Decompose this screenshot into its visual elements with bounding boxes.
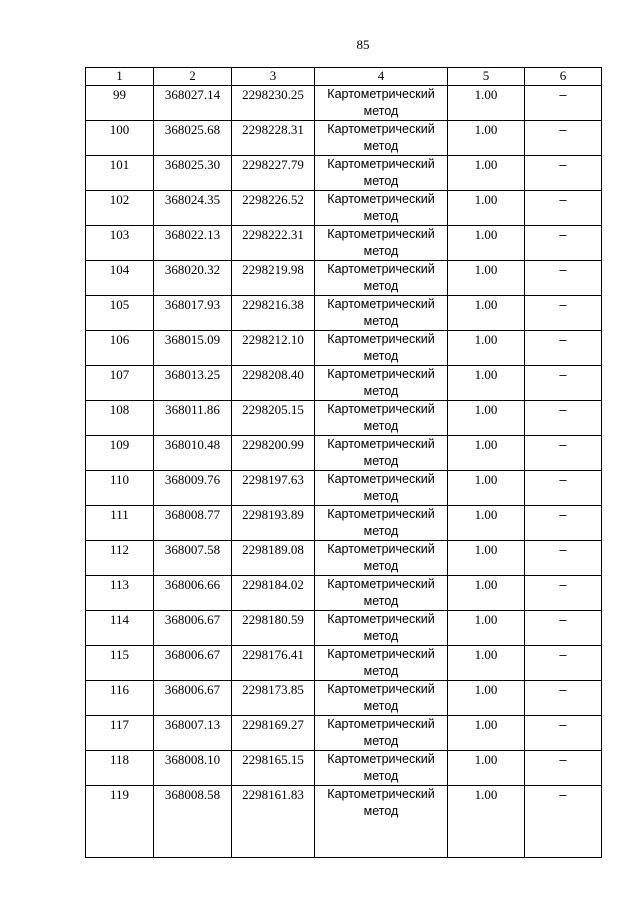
table-row xyxy=(86,611,602,646)
x-coordinate-cell: 368020.32 xyxy=(154,261,232,296)
point-number-cell: 104 xyxy=(86,261,154,296)
x-coordinate-cell: 368008.58 xyxy=(154,786,232,858)
method-cell: Картометрический метод xyxy=(315,296,448,331)
accuracy-cell: 1.00 xyxy=(448,786,525,858)
x-coordinate-cell: 368017.93 xyxy=(154,296,232,331)
table-row xyxy=(86,121,602,156)
note-cell: – xyxy=(525,751,602,786)
table-row xyxy=(86,646,602,681)
table-row xyxy=(86,261,602,296)
table-row xyxy=(86,191,602,226)
point-number-cell: 112 xyxy=(86,541,154,576)
accuracy-cell: 1.00 xyxy=(448,541,525,576)
x-coordinate-cell: 368015.09 xyxy=(154,331,232,366)
point-number-cell: 116 xyxy=(86,681,154,716)
point-number-cell: 101 xyxy=(86,156,154,191)
y-coordinate-cell: 2298230.25 xyxy=(232,86,315,121)
point-number-cell: 109 xyxy=(86,436,154,471)
note-cell: – xyxy=(525,576,602,611)
y-coordinate-cell: 2298169.27 xyxy=(232,716,315,751)
point-number-cell: 99 xyxy=(86,86,154,121)
table-header-row xyxy=(86,68,602,86)
x-coordinate-cell: 368013.25 xyxy=(154,366,232,401)
method-cell: Картометрический метод xyxy=(315,471,448,506)
x-coordinate-cell: 368006.67 xyxy=(154,681,232,716)
accuracy-cell: 1.00 xyxy=(448,751,525,786)
table-row xyxy=(86,436,602,471)
method-cell: Картометрический метод xyxy=(315,576,448,611)
y-coordinate-cell: 2298189.08 xyxy=(232,541,315,576)
page-number: 85 xyxy=(356,37,370,52)
note-cell: – xyxy=(525,401,602,436)
x-coordinate-cell: 368009.76 xyxy=(154,471,232,506)
note-cell: – xyxy=(525,471,602,506)
table-row xyxy=(86,156,602,191)
method-cell: Картометрический метод xyxy=(315,716,448,751)
x-coordinate-cell: 368024.35 xyxy=(154,191,232,226)
point-number-cell: 111 xyxy=(86,506,154,541)
accuracy-cell: 1.00 xyxy=(448,611,525,646)
x-coordinate-cell: 368008.10 xyxy=(154,751,232,786)
accuracy-cell: 1.00 xyxy=(448,436,525,471)
y-coordinate-cell: 2298173.85 xyxy=(232,681,315,716)
table-body xyxy=(86,86,602,858)
method-cell: Картометрический метод xyxy=(315,331,448,366)
x-coordinate-cell: 368027.14 xyxy=(154,86,232,121)
y-coordinate-cell: 2298180.59 xyxy=(232,611,315,646)
note-cell: – xyxy=(525,331,602,366)
y-coordinate-cell: 2298176.41 xyxy=(232,646,315,681)
table-row xyxy=(86,716,602,751)
accuracy-cell: 1.00 xyxy=(448,86,525,121)
accuracy-cell: 1.00 xyxy=(448,226,525,261)
y-coordinate-cell: 2298226.52 xyxy=(232,191,315,226)
note-cell: – xyxy=(525,86,602,121)
accuracy-cell: 1.00 xyxy=(448,366,525,401)
point-number-cell: 108 xyxy=(86,401,154,436)
coordinates-table xyxy=(85,67,602,858)
point-number-cell: 114 xyxy=(86,611,154,646)
note-cell: – xyxy=(525,261,602,296)
method-cell: Картометрический метод xyxy=(315,436,448,471)
method-cell: Картометрический метод xyxy=(315,401,448,436)
x-coordinate-cell: 368025.68 xyxy=(154,121,232,156)
point-number-cell: 118 xyxy=(86,751,154,786)
note-cell: – xyxy=(525,786,602,858)
note-cell: – xyxy=(525,366,602,401)
accuracy-cell: 1.00 xyxy=(448,296,525,331)
note-cell: – xyxy=(525,611,602,646)
method-cell: Картометрический метод xyxy=(315,611,448,646)
table-row xyxy=(86,366,602,401)
point-number-cell: 103 xyxy=(86,226,154,261)
method-cell: Картометрический метод xyxy=(315,191,448,226)
accuracy-cell: 1.00 xyxy=(448,646,525,681)
table-row xyxy=(86,226,602,261)
point-number-cell: 107 xyxy=(86,366,154,401)
y-coordinate-cell: 2298208.40 xyxy=(232,366,315,401)
table-row xyxy=(86,506,602,541)
point-number-cell: 113 xyxy=(86,576,154,611)
accuracy-cell: 1.00 xyxy=(448,401,525,436)
y-coordinate-cell: 2298227.79 xyxy=(232,156,315,191)
x-coordinate-cell: 368011.86 xyxy=(154,401,232,436)
column-header-2: 2 xyxy=(154,68,232,86)
column-header-5: 5 xyxy=(448,68,525,86)
x-coordinate-cell: 368006.66 xyxy=(154,576,232,611)
method-cell: Картометрический метод xyxy=(315,226,448,261)
column-header-6: 6 xyxy=(525,68,602,86)
accuracy-cell: 1.00 xyxy=(448,261,525,296)
accuracy-cell: 1.00 xyxy=(448,191,525,226)
point-number-cell: 106 xyxy=(86,331,154,366)
table-row xyxy=(86,786,602,858)
point-number-cell: 115 xyxy=(86,646,154,681)
point-number-cell: 102 xyxy=(86,191,154,226)
y-coordinate-cell: 2298222.31 xyxy=(232,226,315,261)
note-cell: – xyxy=(525,191,602,226)
column-header-4: 4 xyxy=(315,68,448,86)
x-coordinate-cell: 368007.13 xyxy=(154,716,232,751)
y-coordinate-cell: 2298228.31 xyxy=(232,121,315,156)
method-cell: Картометрический метод xyxy=(315,506,448,541)
accuracy-cell: 1.00 xyxy=(448,156,525,191)
method-cell: Картометрический метод xyxy=(315,366,448,401)
column-header-3: 3 xyxy=(232,68,315,86)
x-coordinate-cell: 368006.67 xyxy=(154,646,232,681)
table-row xyxy=(86,471,602,506)
method-cell: Картометрический метод xyxy=(315,681,448,716)
point-number-cell: 117 xyxy=(86,716,154,751)
column-header-1: 1 xyxy=(86,68,154,86)
table-row xyxy=(86,296,602,331)
method-cell: Картометрический метод xyxy=(315,786,448,858)
x-coordinate-cell: 368008.77 xyxy=(154,506,232,541)
point-number-cell: 110 xyxy=(86,471,154,506)
table-row xyxy=(86,541,602,576)
note-cell: – xyxy=(525,156,602,191)
x-coordinate-cell: 368022.13 xyxy=(154,226,232,261)
x-coordinate-cell: 368006.67 xyxy=(154,611,232,646)
x-coordinate-cell: 368010.48 xyxy=(154,436,232,471)
method-cell: Картометрический метод xyxy=(315,751,448,786)
method-cell: Картометрический метод xyxy=(315,261,448,296)
point-number-cell: 119 xyxy=(86,786,154,858)
y-coordinate-cell: 2298200.99 xyxy=(232,436,315,471)
note-cell: – xyxy=(525,436,602,471)
y-coordinate-cell: 2298193.89 xyxy=(232,506,315,541)
table-row xyxy=(86,576,602,611)
y-coordinate-cell: 2298212.10 xyxy=(232,331,315,366)
note-cell: – xyxy=(525,121,602,156)
y-coordinate-cell: 2298216.38 xyxy=(232,296,315,331)
point-number-cell: 105 xyxy=(86,296,154,331)
accuracy-cell: 1.00 xyxy=(448,681,525,716)
method-cell: Картометрический метод xyxy=(315,121,448,156)
note-cell: – xyxy=(525,506,602,541)
y-coordinate-cell: 2298165.15 xyxy=(232,751,315,786)
method-cell: Картометрический метод xyxy=(315,541,448,576)
note-cell: – xyxy=(525,681,602,716)
note-cell: – xyxy=(525,541,602,576)
y-coordinate-cell: 2298197.63 xyxy=(232,471,315,506)
note-cell: – xyxy=(525,296,602,331)
method-cell: Картометрический метод xyxy=(315,86,448,121)
x-coordinate-cell: 368007.58 xyxy=(154,541,232,576)
table-row xyxy=(86,86,602,121)
y-coordinate-cell: 2298161.83 xyxy=(232,786,315,858)
table-row xyxy=(86,751,602,786)
accuracy-cell: 1.00 xyxy=(448,471,525,506)
accuracy-cell: 1.00 xyxy=(448,121,525,156)
point-number-cell: 100 xyxy=(86,121,154,156)
accuracy-cell: 1.00 xyxy=(448,331,525,366)
x-coordinate-cell: 368025.30 xyxy=(154,156,232,191)
accuracy-cell: 1.00 xyxy=(448,576,525,611)
table-row xyxy=(86,681,602,716)
note-cell: – xyxy=(525,646,602,681)
method-cell: Картометрический метод xyxy=(315,156,448,191)
accuracy-cell: 1.00 xyxy=(448,506,525,541)
method-cell: Картометрический метод xyxy=(315,646,448,681)
table-row xyxy=(86,401,602,436)
y-coordinate-cell: 2298205.15 xyxy=(232,401,315,436)
note-cell: – xyxy=(525,716,602,751)
y-coordinate-cell: 2298184.02 xyxy=(232,576,315,611)
table-row xyxy=(86,331,602,366)
y-coordinate-cell: 2298219.98 xyxy=(232,261,315,296)
note-cell: – xyxy=(525,226,602,261)
accuracy-cell: 1.00 xyxy=(448,716,525,751)
